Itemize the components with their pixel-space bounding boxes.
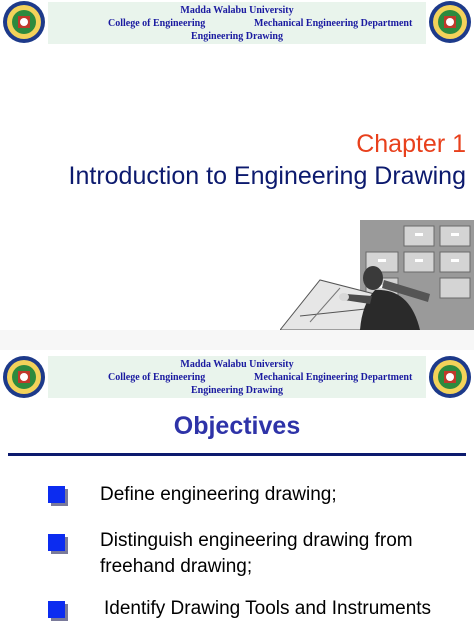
college-name: College of Engineering — [108, 18, 206, 29]
course-name: Engineering Drawing — [191, 385, 283, 396]
chapter-number: Chapter 1 — [356, 130, 466, 158]
university-logo-left — [2, 355, 46, 399]
square-bullet-icon — [48, 534, 65, 551]
objectives-slide — [0, 350, 474, 632]
draftsman-illustration — [280, 218, 474, 330]
slide-header — [48, 2, 426, 44]
department-name: Mechanical Engineering Department — [254, 372, 413, 383]
square-bullet-icon — [48, 486, 65, 503]
objectives-heading: Objectives — [173, 412, 301, 440]
course-name: Engineering Drawing — [191, 31, 283, 42]
objective-item: Define engineering drawing; — [100, 484, 337, 505]
university-logo-right — [428, 0, 472, 44]
square-bullet-icon — [48, 601, 65, 618]
college-name: College of Engineering — [108, 372, 206, 383]
slide-separator — [0, 330, 474, 350]
university-name: Madda Walabu University — [180, 5, 294, 16]
heading-divider — [8, 453, 466, 456]
objective-item: Identify Drawing Tools and Instruments — [104, 598, 432, 619]
university-logo-left — [2, 0, 46, 44]
department-name: Mechanical Engineering Department — [254, 18, 413, 29]
chapter-title: Introduction to Engineering Drawing — [68, 162, 466, 190]
objective-item: Distinguish engineering drawing from freehand drawing; — [100, 530, 413, 577]
university-logo-right — [428, 355, 472, 399]
slide-header — [48, 356, 426, 398]
university-name: Madda Walabu University — [180, 359, 294, 370]
